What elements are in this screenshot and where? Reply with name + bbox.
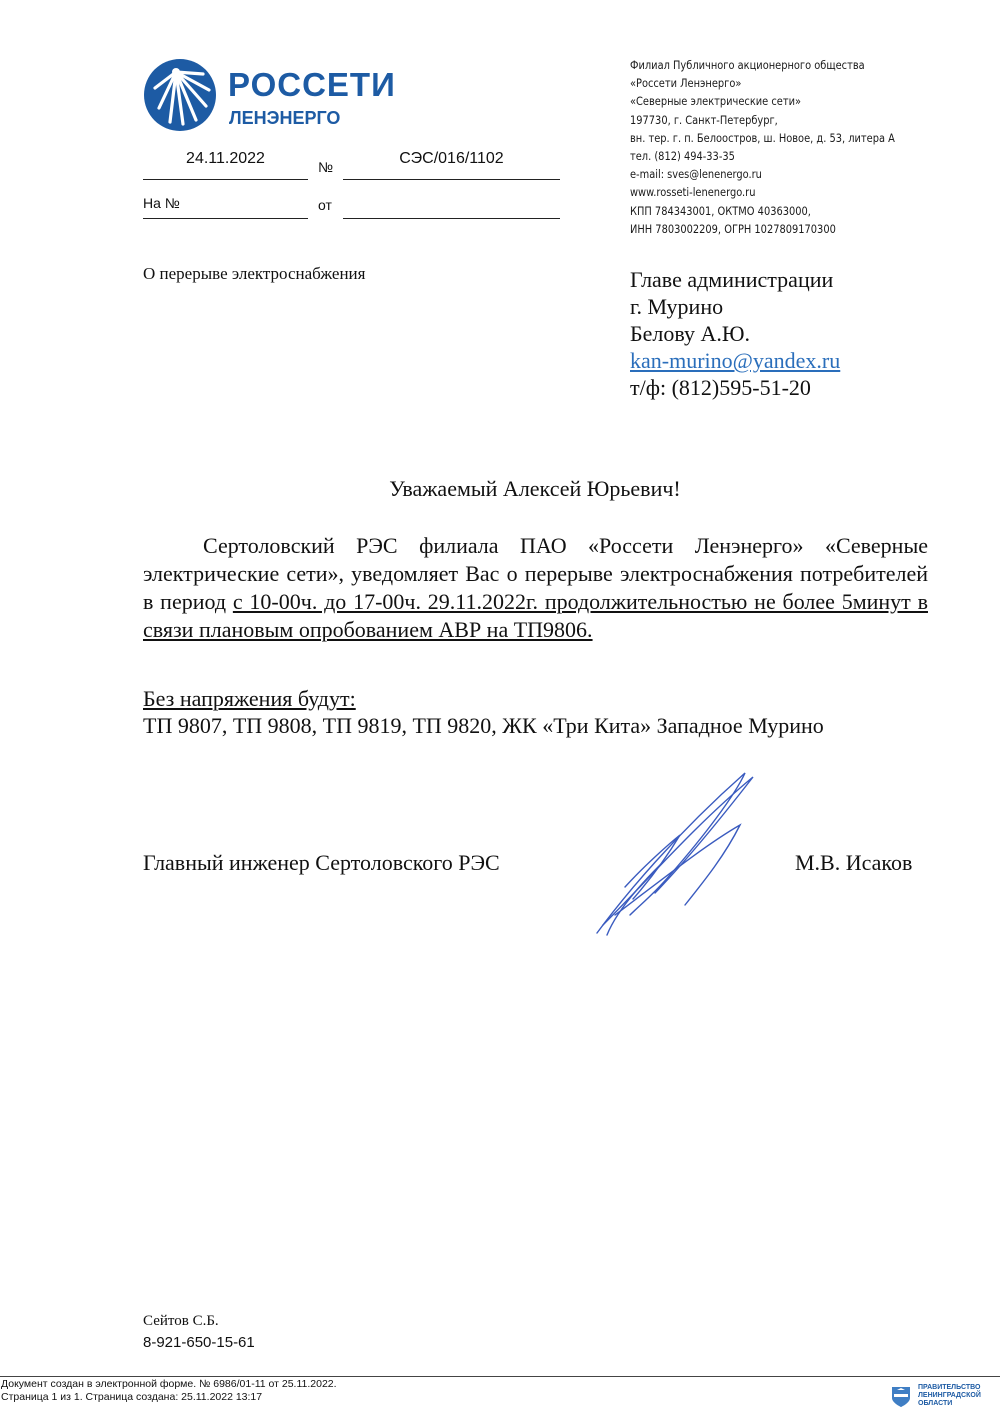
filial-line: ИНН 7803002209, ОГРН 1027809170300	[630, 222, 836, 236]
ref-from-label: от	[318, 197, 332, 213]
handwritten-signature-icon	[585, 765, 765, 945]
filial-line: e-mail: sves@lenenergo.ru	[630, 168, 762, 182]
addressee-title: Главе администрации	[630, 267, 834, 292]
footer-line: Страница 1 из 1. Страница создана: 25.11.2022 13:17	[1, 1390, 263, 1403]
addressee-email-link[interactable]: kan-murino@yandex.ru	[630, 348, 841, 373]
filial-details	[630, 57, 960, 239]
ref-number-line	[143, 218, 308, 219]
footer-divider	[0, 1376, 1000, 1377]
outage-list: ТП 9807, ТП 9808, ТП 9819, ТП 9820, ЖК «Три Кита» Западное Мурино	[143, 713, 824, 738]
signer-position: Главный инженер Сертоловского РЭС	[143, 850, 500, 875]
body-text: Сертоловский РЭС филиала ПАО «Россети Ленэнерго» «Северные электрические сети», уведомляет Вас о перерыве электроснабжения потребителей в период	[143, 533, 928, 614]
filial-line: вн. тер. г. п. Белоостров, ш. Новое, д. 53, литера А	[630, 131, 895, 145]
ref-from-line	[343, 218, 560, 219]
filial-line: «Россети Ленэнерго»	[630, 77, 742, 91]
signer-name: М.В. Исаков	[795, 850, 913, 875]
outage-list-block	[143, 685, 943, 739]
footer-line: Документ создан в электронной форме. № 6986/01-11 от 25.11.2022.	[1, 1378, 337, 1390]
footer-info	[1, 1378, 337, 1403]
letter-subject: О перерыве электроснабжения	[143, 264, 366, 283]
gov-name-line: ЛЕНИНГРАДСКОЙ	[918, 1392, 981, 1399]
reg-number-label: №	[318, 159, 334, 175]
lenobl-government-name	[918, 1384, 981, 1408]
addressee-city: г. Мурино	[630, 294, 724, 319]
reg-date-line	[143, 179, 308, 180]
rosseti-logo-icon	[143, 58, 217, 132]
gov-name-line: ОБЛАСТИ	[918, 1400, 953, 1407]
logo-name: РОССЕТИ	[228, 66, 396, 103]
letter-body	[143, 532, 928, 644]
reg-number: СЭС/016/1102	[399, 150, 504, 167]
addressee-phone: т/ф: (812)595-51-20	[630, 375, 811, 400]
lenobl-government-logo-icon	[890, 1384, 912, 1408]
ref-number-label: На №	[143, 195, 180, 211]
body-paragraph	[143, 532, 928, 644]
executor-name: Сейтов С.Б.	[143, 1313, 219, 1329]
filial-line: Филиал Публичного акционерного общества	[630, 59, 865, 72]
executor-block	[143, 1311, 255, 1353]
addressee-block	[630, 266, 840, 401]
outage-list-heading: Без напряжения будут:	[143, 686, 356, 711]
greeting: Уважаемый Алексей Юрьевич!	[389, 476, 681, 501]
addressee-name: Белову А.Ю.	[630, 321, 751, 346]
gov-name-line: ПРАВИТЕЛЬСТВО	[918, 1384, 981, 1391]
filial-line: «Северные электрические сети»	[630, 95, 801, 109]
filial-line: тел. (812) 494-33-35	[630, 150, 735, 164]
filial-line: www.rosseti-lenenergo.ru	[630, 186, 756, 200]
reg-number-line	[343, 179, 560, 180]
executor-phone: 8-921-650-15-61	[143, 1334, 255, 1351]
filial-line: 197730, г. Санкт-Петербург,	[630, 113, 778, 127]
reg-date: 24.11.2022	[186, 150, 265, 167]
filial-line: КПП 784343001, ОКТМО 40363000,	[630, 204, 811, 218]
body-text-underlined: с 10-00ч. до 17-00ч. 29.11.2022г. продолжительностью не более 5минут в связи плановым опробованием АВР на ТП9806.	[143, 589, 928, 642]
logo-subtitle: ЛЕНЭНЕРГО	[229, 108, 341, 128]
